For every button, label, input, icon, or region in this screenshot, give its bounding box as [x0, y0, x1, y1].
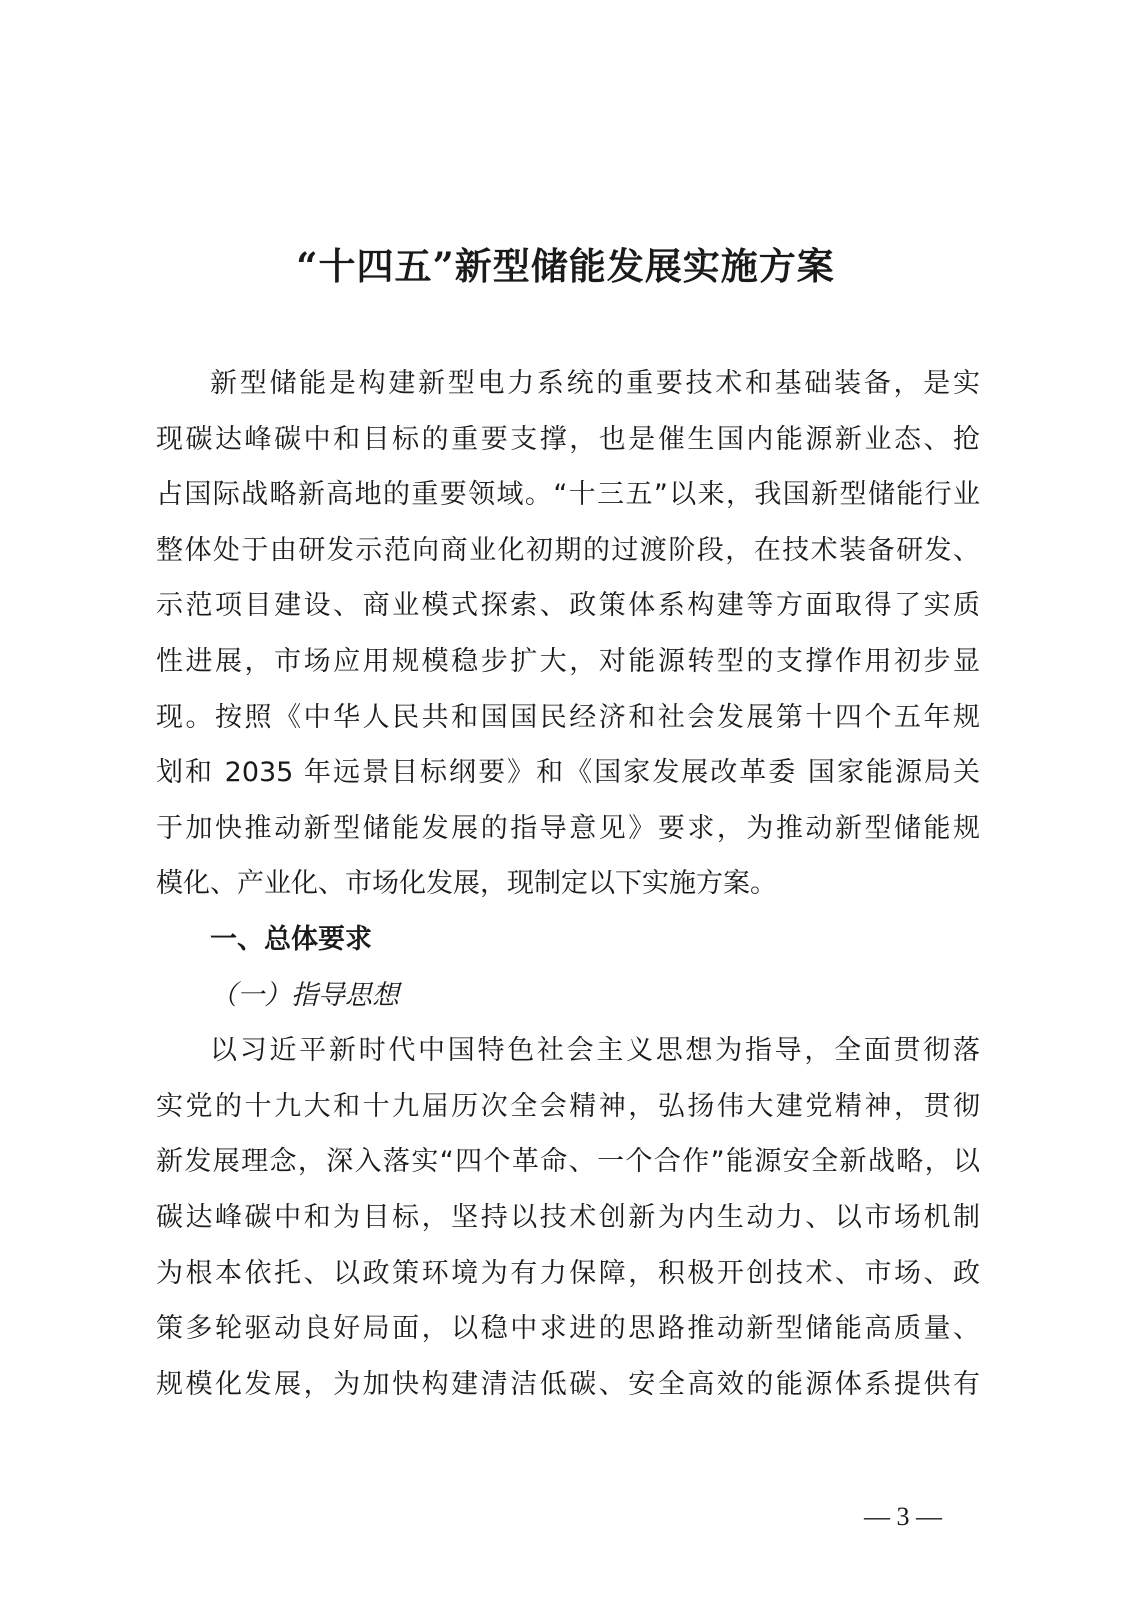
paragraph-line: 实党的十九大和十九届历次全会精神，弘扬伟大建党精神，贯彻: [156, 1090, 980, 1122]
document-body: [156, 356, 980, 1412]
paragraph-line: 以习近平新时代中国特色社会主义思想为指导，全面贯彻落: [210, 1035, 980, 1067]
paragraph-line: 新发展理念，深入落实“四个革命、一个合作”能源安全新战略，以: [156, 1146, 980, 1178]
paragraph-line: 示范项目建设、商业模式探索、政策体系构建等方面取得了实质: [156, 590, 980, 622]
paragraph-line: 模化、产业化、市场化发展，现制定以下实施方案。: [156, 868, 777, 900]
paragraph-line: 整体处于由研发示范向商业化初期的过渡阶段，在技术装备研发、: [156, 534, 980, 566]
page-number: — 3 —: [864, 1502, 942, 1531]
paragraph-line: 为根本依托、以政策环境为有力保障，积极开创技术、市场、政: [156, 1257, 980, 1289]
paragraph-line: 性进展，市场应用规模稳步扩大，对能源转型的支撑作用初步显: [156, 645, 980, 677]
intro-paragraph: [156, 356, 980, 912]
paragraph-line: 划和 2035 年远景目标纲要》和《国家发展改革委 国家能源局关: [156, 757, 980, 789]
paragraph-line: 碳达峰碳中和为目标，坚持以技术创新为内生动力、以市场机制: [156, 1201, 980, 1233]
paragraph-line: 新型储能是构建新型电力系统的重要技术和基础装备，是实: [210, 368, 980, 399]
paragraph-line: 规模化发展，为加快构建清洁低碳、安全高效的能源体系提供有: [156, 1368, 980, 1400]
paragraph-line: 现。按照《中华人民共和国国民经济和社会发展第十四个五年规: [156, 701, 980, 733]
subsection-heading: （一）指导思想: [210, 979, 399, 1011]
document-title: “十四五”新型储能发展实施方案: [296, 244, 835, 288]
guiding-ideology-paragraph: [156, 1023, 980, 1412]
paragraph-line: 占国际战略新高地的重要领域。“十三五”以来，我国新型储能行业: [156, 479, 980, 511]
paragraph-line: 现碳达峰碳中和目标的重要支撑，也是催生国内能源新业态、抢: [156, 423, 980, 455]
paragraph-line: 策多轮驱动良好局面，以稳中求进的思路推动新型储能高质量、: [156, 1313, 980, 1345]
section-heading: 一、总体要求: [210, 923, 372, 955]
paragraph-line: 于加快推动新型储能发展的指导意见》要求，为推动新型储能规: [156, 812, 980, 844]
